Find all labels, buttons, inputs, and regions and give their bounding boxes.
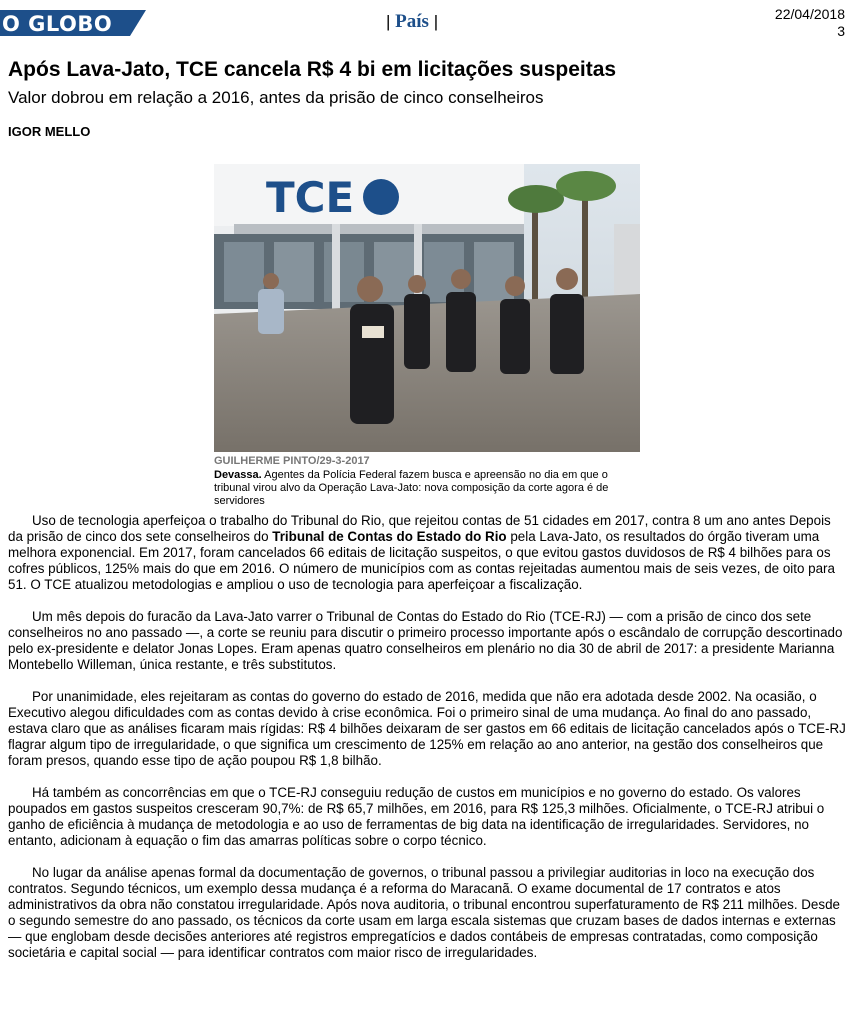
building-sign: TCE [266,173,355,222]
logo-text: O GLOBO [2,12,113,36]
paragraph-1 [8,513,848,593]
caption-text: Agentes da Polícia Federal fazem busca e apreensão no dia em que o tribunal virou alvo da Operação Lava-Jato: nova composição da corte agora é de servidores [214,469,609,507]
paragraph-5: No lugar da análise apenas formal da documentação de governos, o tribunal passou a privilegiar auditorias in loco na execução dos contratos. Segundo técnicos, um exemplo dessa mudança é a reforma do Maracanã. O exame documental de 17 contratos e atos administrativos da obra não constatou irregularidade. Após nova auditoria, o tribunal encontrou superfaturamento de R$ 211 milhões. Desde o segundo semestre do ano passado, os técnicos da corte usam em larga escala sistemas que cruzam bases de dados internas e externas — que englobam desde decisões anteriores até registros empregatícios e dados contábeis de empresas contratadas, como composição societária e capital social — para identificar contratos com maior risco de irregularidades. [8,865,840,960]
photo-caption [214,469,638,508]
paragraph-3: Por unanimidade, eles rejeitaram as contas do governo do estado de 2016, medida que não era adotada desde 2002. Na ocasião, o Executivo alegou dificuldades com as contas devido à crise econômica. Foi o primeiro sinal de uma mudança. Ao final do ano passado, estava claro que as análises ficaram mais rígidas: R$ 4 bilhões deixaram de ser gastos em 66 editais de licitação cancelados após o TCE-RJ flagrar algum tipo de irregularidade, o que significa um crescimento de 125% em relação ao ano anterior, na gestão dos conselheiros que foram presos, quando esse tipo de ação poupou R$ 1,8 bilhão. [8,689,846,768]
article-body [8,513,848,977]
paragraph-2: Um mês depois do furacão da Lava-Jato varrer o Tribunal de Contas do Estado do Rio (TCE-RJ) — com a prisão de cinco dos sete conselheiros no ano passado —, a corte se reuniu para discutir o primeiro processo importante após o escândalo de corrupção descortinado pelo ex-presidente e delator Jonas Lopes. Eram apenas quatro conselheiros em plenário no dia 30 de abril de 2017: a presidente Marianna Montebello Willeman, única restante, e três substitutos. [8,609,843,672]
page-header [0,0,853,42]
caption-lead: Devassa. [214,469,262,481]
article-subtitle: Valor dobrou em relação a 2016, antes da prisão de cinco conselheiros [8,88,544,107]
section-bar-right: | [433,12,439,31]
paragraph-4: Há também as concorrências em que o TCE-RJ conseguiu redução de custos em municípios e no governo do estado. Os valores poupados em gastos suspeitos cresceram 90,7%: de R$ 65,7 milhões, em 2016, para R$ 125,3 milhões. Oficialmente, o TCE-RJ atribui o ganho de eficiência à mudança de metodologia e ao uso de ferramentas de big data na identificação de irregularidades. Servidores, no entanto, adicionam à equação o fim das amarras políticas sobre o corpo técnico. [8,785,825,848]
section-bar-left: | [386,12,391,31]
issue-info [775,6,845,40]
newspaper-logo [0,10,146,36]
photo-credit: GUILHERME PINTO/29-3-2017 [214,455,370,467]
section-name: País [395,11,429,32]
paragraph-1-part-b: pela Lava-Jato, os resultados do órgão tiveram uma melhora exponencial. Em 2017, foram cancelados 66 editais de licitação suspeitos, o que evitou gastos duvidosos de R$ 4 bilhões para os cofres públicos, 125% mais do que em 2016. O número de municípios com as contas rejeitadas aumentou mais de seis vezes, de oito para 51. O TCE atualizou metodologias e ampliou o uso de tecnologia para aperfeiçoar a fiscalização. [8,529,835,592]
paragraph-1-part-a: Uso de tecnologia aperfeiçoa o trabalho do Tribunal do Rio, que rejeitou contas de 51 cidades em 2017, contra 8 um ano antes Depois da prisão de cinco dos sete conselheiros do [8,513,831,544]
article-photo [214,164,640,452]
article-title: Após Lava-Jato, TCE cancela R$ 4 bi em licitações suspeitas [8,58,617,81]
issue-date: 22/04/2018 [774,6,845,22]
paragraph-1-bold: Tribunal de Contas do Estado do Rio [272,529,507,544]
article-author: IGOR MELLO [8,124,91,139]
section-label [386,11,438,33]
page-number: 3 [837,23,845,39]
